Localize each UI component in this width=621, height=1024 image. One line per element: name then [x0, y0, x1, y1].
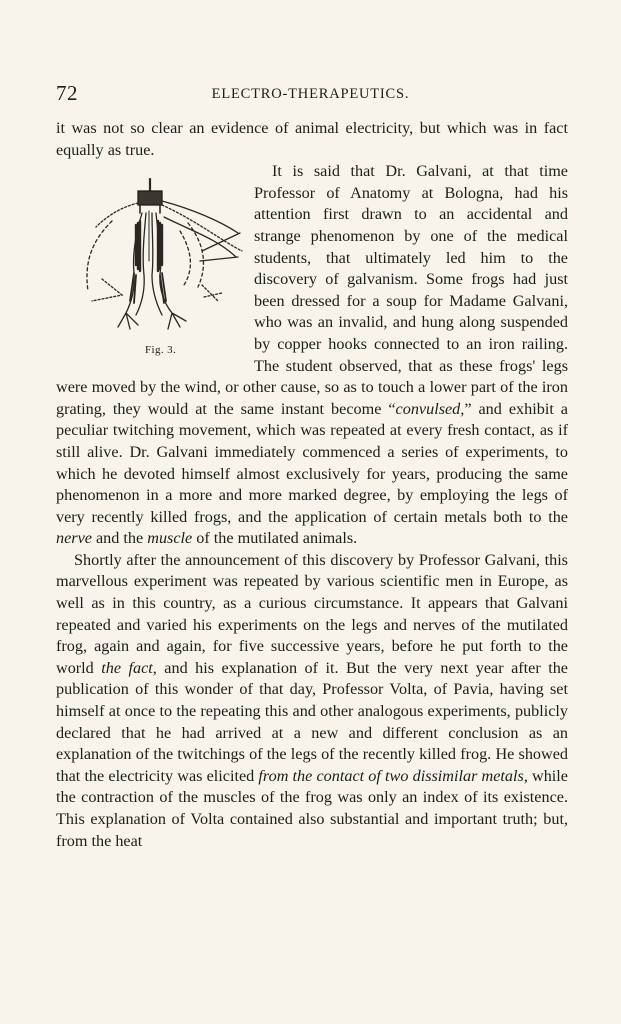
paragraph-2: [56, 161, 568, 550]
paragraph-2-text-b: ” and exhibit a peculiar twitching movement, which was repeated at every fresh contact, as if still alive. Dr. Galvani immediately commenced a series of experiments, to which he devoted himself almost exclusively for years, producing the same phenomenon in a more and more marked degree, by employing the legs of very recently killed frogs, and the application of certain metals both to the: [56, 399, 568, 526]
figure-caption: Fig. 3.: [145, 344, 177, 357]
paragraph-2-text-d: of the mutilated animals.: [192, 529, 358, 548]
paragraph-3-text-b: , and his explanation of it. But the very next year after the publication of this wonder of that day, Professor Volta, of Pavia, having set himself at once to the repeating this and other analogous experiments, publicly declared that he had arrived at a new and different conclusion as an explanation of the twitchings of the legs of the recently killed frog. He showed that the electricity was elicited: [56, 658, 568, 785]
emphasis-muscle: muscle: [147, 529, 193, 548]
paragraph-3-text-c: , while the contraction of the muscles of the frog was only an index of its existence. This explanation of Volta contained also substantial and important truth; but, from the heat: [56, 766, 568, 850]
emphasis-convulsed: convulsed,: [395, 399, 465, 418]
emphasis-dissimilar-metals: from the contact of two dissimilar metals: [258, 766, 524, 785]
body-text: [56, 118, 568, 852]
paragraph-2-text-c: and the: [91, 529, 148, 548]
paragraph-3: [56, 550, 568, 852]
emphasis-nerve: nerve: [56, 529, 92, 548]
paragraph-1: it was not so clear an evidence of animal electricity, but which was in fact equally as true.: [56, 119, 568, 159]
frog-legs-illustration: [52, 161, 248, 357]
page-number: 72: [56, 81, 78, 105]
frog-legs-figure: [52, 161, 248, 357]
running-title: ELECTRO-THERAPEUTICS.: [211, 86, 410, 102]
paragraph-2-text: It is said that Dr. Galvani, at that time Professor of Anatomy at Bologna, had his attention first drawn to an accidental and strange phenomenon by one of the medical students, that ultimately led him to the discovery of galvanism. Some frogs had just been dressed for a soup for Madame Galvani, who was an invalid, and hung along suspended by copper hooks connected to an iron railing. The student observed, that as these frogs' legs were moved by the wind, or other cause, so as to touch a lower part of the iron grating, they would at the same instant become “: [56, 162, 568, 418]
emphasis-the-fact: the fact: [101, 658, 153, 677]
paragraph-3-text: Shortly after the announcement of this discovery by Professor Galvani, this marvellous experiment was repeated by various scientific men in Europe, as well as in this country, as a curious circumstance. It appears that Galvani repeated and varied his experiments on the legs and nerves of the mutilated frog, again and again, for five successive years, before he put forth to the world: [56, 550, 568, 677]
